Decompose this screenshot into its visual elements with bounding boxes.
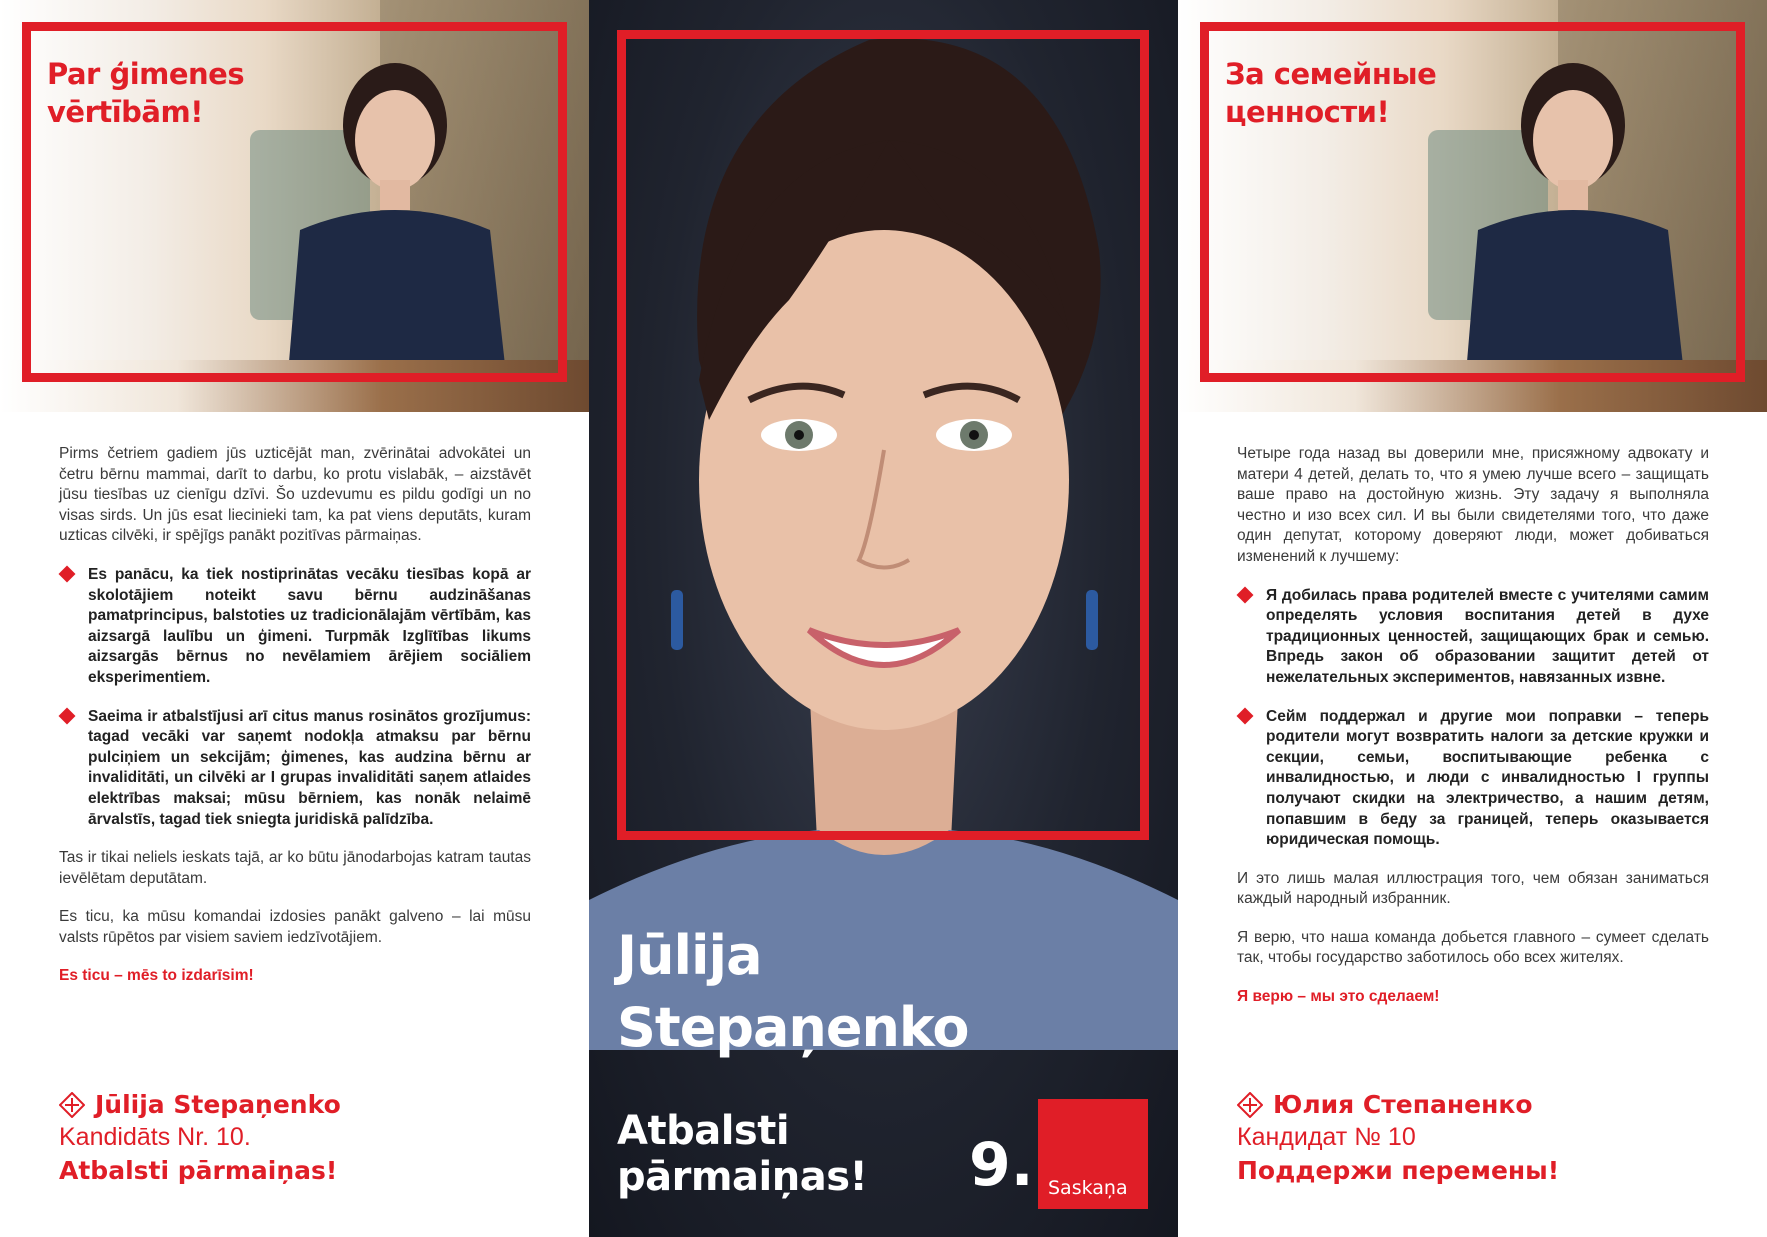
- list-number: 9.: [969, 1130, 1034, 1200]
- diamond-bullet-icon: [1237, 707, 1254, 724]
- signature-block: [59, 1088, 341, 1187]
- candidate-number: Кандидат № 10: [1237, 1123, 1416, 1151]
- paragraph-2: И это лишь малая иллюстрация того, чем обязан заниматься каждый народный избранник.: [1237, 869, 1709, 908]
- vote-cross-icon: [59, 1092, 85, 1118]
- list-item: Сейм поддержал и другие мои поправки – теперь родители могут возвратить налоги за детские кружки и секции, семьи, воспитывающие ребенка с инвалидностью, и люди с инвалидностью I группы получают скидки на электричество, а нашим детям, попавшим в беду за границей, теперь оказывается юридическая помощь.: [1237, 707, 1709, 851]
- intro-paragraph: Четыре года назад вы доверили мне, присяжному адвокату и матери 4 детей, делать то, что я умею лучше всего – защищать ваше право на достойную жизнь. Эту задачу я выполняла честно и изо всех сил. И вы были свидетелями того, что даже один депутат, которому доверяют люди, может добиваться изменений к лучшему:: [1237, 445, 1709, 565]
- left-panel: [0, 0, 589, 1237]
- slogan: Atbalsti pārmaiņas!: [59, 1156, 338, 1185]
- candidate-name: Юлия Степаненко: [1273, 1090, 1533, 1119]
- candidate-name-large: Jūlija Stepaņenko: [617, 924, 969, 1059]
- body-text: [59, 444, 531, 1005]
- center-panel: [589, 0, 1178, 1237]
- candidate-name: Jūlija Stepaņenko: [95, 1090, 341, 1119]
- portrait-frame: [617, 30, 1149, 840]
- diamond-bullet-icon: [1237, 586, 1254, 603]
- achievements-list: [59, 565, 531, 830]
- vote-cross-icon: [1237, 1092, 1263, 1118]
- diamond-bullet-icon: [59, 707, 76, 724]
- intro-paragraph: Pirms četriem gadiem jūs uzticējāt man, zvērinātai advokātei un četru bērnu mammai, darīt to darbu, ko protu vislabāk, – aizstāvēt jūsu tiesības uz cienīgu dzīvi. Šo uzdevumu es pildu godīgi un no visas sirds. Un jūs esat liecinieki tam, ka pat viens deputāts, kuram uzticas cilvēki, ir spējīgs panākt pozitīvas pārmaiņas.: [59, 445, 531, 545]
- paragraph-3: Я верю, что наша команда добьется главного – сумеет сделать так, чтобы государство заботилось обо всех жителях.: [1237, 928, 1709, 967]
- closing-line: Es ticu – mēs to izdarīsim!: [59, 967, 254, 985]
- right-panel: [1178, 0, 1767, 1237]
- list-item: Es panācu, ka tiek nostiprinātas vecāku tiesības kopā ar skolotājiem noteikt savu bērnu audzināšanas pamatprincipus, balstoties uz tradicionālajām vērtībām, kas aizsargā laulību un ģimeni. Turpmāk Izglītības likums aizsargās bērnus no nevēlamiem ārējiem sociāliem eksperimentiem.: [59, 565, 531, 689]
- headline: За семейные ценности!: [1225, 57, 1437, 129]
- party-name: Saskaņa: [1048, 1177, 1128, 1199]
- paragraph-3: Es ticu, ka mūsu komandai izdosies panākt galveno – lai mūsu valsts rūpētos par visiem saviem iedzīvotājiem.: [59, 908, 531, 946]
- candidate-number: Kandidāts Nr. 10.: [59, 1123, 251, 1151]
- closing-line: Я верю – мы это сделаем!: [1237, 988, 1440, 1006]
- list-item: Я добилась права родителей вместе с учителями самим определять условия воспитания детей в духе традиционных ценностей, защищающих брак и семью. Впредь закон об образовании защитит детей от нежелательных экспериментов, навязанных извне.: [1237, 586, 1709, 689]
- campaign-slogan: Atbalsti pārmaiņas!: [617, 1108, 868, 1200]
- signature-block: [1237, 1088, 1559, 1187]
- headline: Par ģimenes vērtībām!: [47, 57, 245, 129]
- achievements-list: [1237, 586, 1709, 851]
- list-item: Saeima ir atbalstījusi arī citus manus rosinātos grozījumus: tagad vecāki var saņemt nodokļa atmaksu par bērnu pulciņiem un sekcijām; ģimenes, kas audzina bērnu ar invaliditāti, un cilvēki ar I grupas invaliditāti saņem atlaides elektrības maksai; mūsu bērniem, kas nonāk nelaimē ārvalstīs, tagad tiek sniegta juridiskā palīdzība.: [59, 707, 531, 831]
- paragraph-2: Tas ir tikai neliels ieskats tajā, ar ko būtu jānodarbojas katram tautas ievēlētam deputātam.: [59, 849, 531, 887]
- diamond-bullet-icon: [59, 565, 76, 582]
- slogan: Поддержи перемены!: [1237, 1156, 1560, 1185]
- party-logo: [1038, 1099, 1148, 1209]
- body-text: [1237, 444, 1709, 1026]
